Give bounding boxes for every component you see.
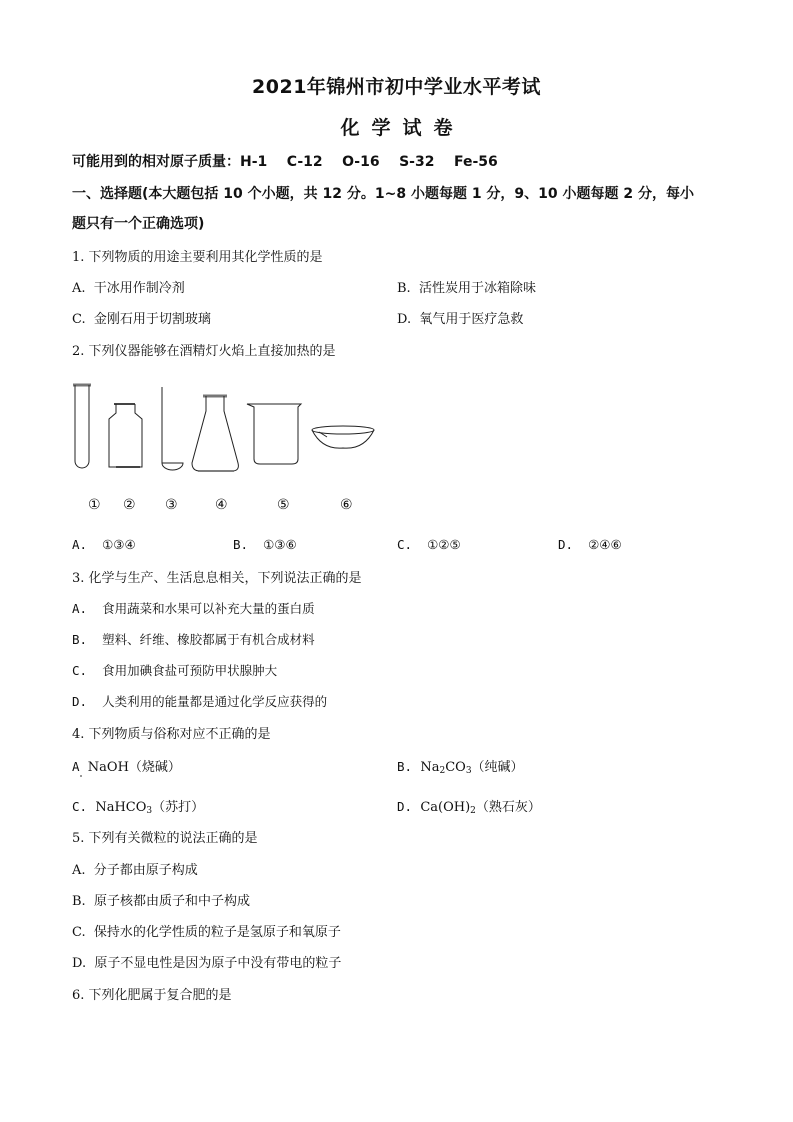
q4-option-d-name: （熟石灰）	[475, 800, 541, 815]
question-4-stem: 4. 下列物质与俗称对应不正确的是	[72, 727, 271, 742]
q4-option-d	[397, 796, 541, 816]
q1-option-c: C. 金刚石用于切割玻璃	[72, 312, 211, 327]
test-tube-icon	[73, 385, 91, 468]
reagent-bottle-icon	[109, 404, 142, 467]
q4-option-a-name: （烧碱）	[128, 760, 181, 775]
q4-option-b-name: （纯碱）	[471, 760, 524, 775]
q4-option-a	[72, 756, 181, 775]
figure-label-1: ①	[88, 497, 101, 513]
figure-label-6: ⑥	[340, 497, 353, 513]
figure-label-3: ③	[165, 497, 178, 513]
q4-option-b-formula: $Na_2CO_3$	[420, 760, 472, 776]
q4-option-c-formula: NaHCO$_3$	[95, 800, 153, 816]
section-heading-line1: 一、选择题(本大题包括 10 个小题，共 12 分。1~8 小题每题 1 分，9、10 小题每题 2 分，每小	[72, 186, 695, 202]
q4-option-c-name: （苏打）	[152, 800, 205, 815]
q5-option-c: C. 保持水的化学性质的粒子是氢原子和氧原子	[72, 925, 341, 940]
question-6-stem: 6. 下列化肥属于复合肥的是	[72, 988, 232, 1003]
q4-option-d-formula: $Ca(OH)_2$	[420, 800, 476, 816]
combustion-spoon-icon	[162, 387, 183, 470]
q2-option-c: C. ①②⑤	[397, 537, 461, 552]
atomic-masses: 可能用到的相对原子质量：H-1 C-12 O-16 S-32 Fe-56	[72, 154, 498, 170]
q4-option-c	[72, 796, 204, 816]
section-heading-line2: 题只有一个正确选项)	[72, 216, 205, 232]
q2-option-a: A. ①③④	[72, 537, 136, 552]
beaker-icon	[247, 404, 301, 464]
q4-option-c-label: C.	[72, 799, 88, 814]
evaporating-dish-icon	[312, 426, 374, 448]
lab-apparatus-figure	[62, 375, 392, 475]
q5-option-d: D. 原子不显电性是因为原子中没有带电的粒子	[72, 956, 342, 971]
q4-option-b-label: B.	[397, 759, 413, 774]
q3-option-a: A. 食用蔬菜和水果可以补充大量的蛋白质	[72, 601, 315, 616]
exam-title: 2021年锦州市初中学业水平考试	[252, 76, 541, 98]
q5-option-b: B. 原子核都由质子和中子构成	[72, 894, 250, 909]
q4-option-a-formula: NaOH	[87, 760, 129, 775]
q4-option-d-label: D.	[397, 799, 413, 814]
conical-flask-icon	[192, 396, 238, 471]
q1-option-a: A. 干冰用作制冷剂	[72, 281, 185, 296]
figure-label-5: ⑤	[277, 497, 290, 513]
q4-option-b	[397, 756, 524, 776]
stray-dot	[80, 775, 82, 777]
question-3-stem: 3. 化学与生产、生活息息相关，下列说法正确的是	[72, 571, 362, 586]
q1-option-d: D. 氧气用于医疗急救	[397, 312, 524, 327]
q5-option-a: A. 分子都由原子构成	[72, 863, 198, 878]
question-2-stem: 2. 下列仪器能够在酒精灯火焰上直接加热的是	[72, 344, 336, 359]
q2-option-b: B. ①③⑥	[233, 537, 297, 552]
q3-option-b: B. 塑料、纤维、橡胶都属于有机合成材料	[72, 632, 315, 647]
question-1-stem: 1. 下列物质的用途主要利用其化学性质的是	[72, 250, 323, 265]
exam-subtitle: 化学试卷	[340, 117, 465, 139]
q3-option-c: C. 食用加碘食盐可预防甲状腺肿大	[72, 663, 278, 678]
figure-label-4: ④	[215, 497, 228, 513]
q4-option-a-label: A	[72, 759, 80, 774]
question-5-stem: 5. 下列有关微粒的说法正确的是	[72, 831, 258, 846]
q1-option-b: B. 活性炭用于冰箱除味	[397, 281, 536, 296]
q3-option-d: D. 人类利用的能量都是通过化学反应获得的	[72, 694, 328, 709]
q2-option-d: D. ②④⑥	[558, 537, 622, 552]
figure-label-2: ②	[123, 497, 136, 513]
